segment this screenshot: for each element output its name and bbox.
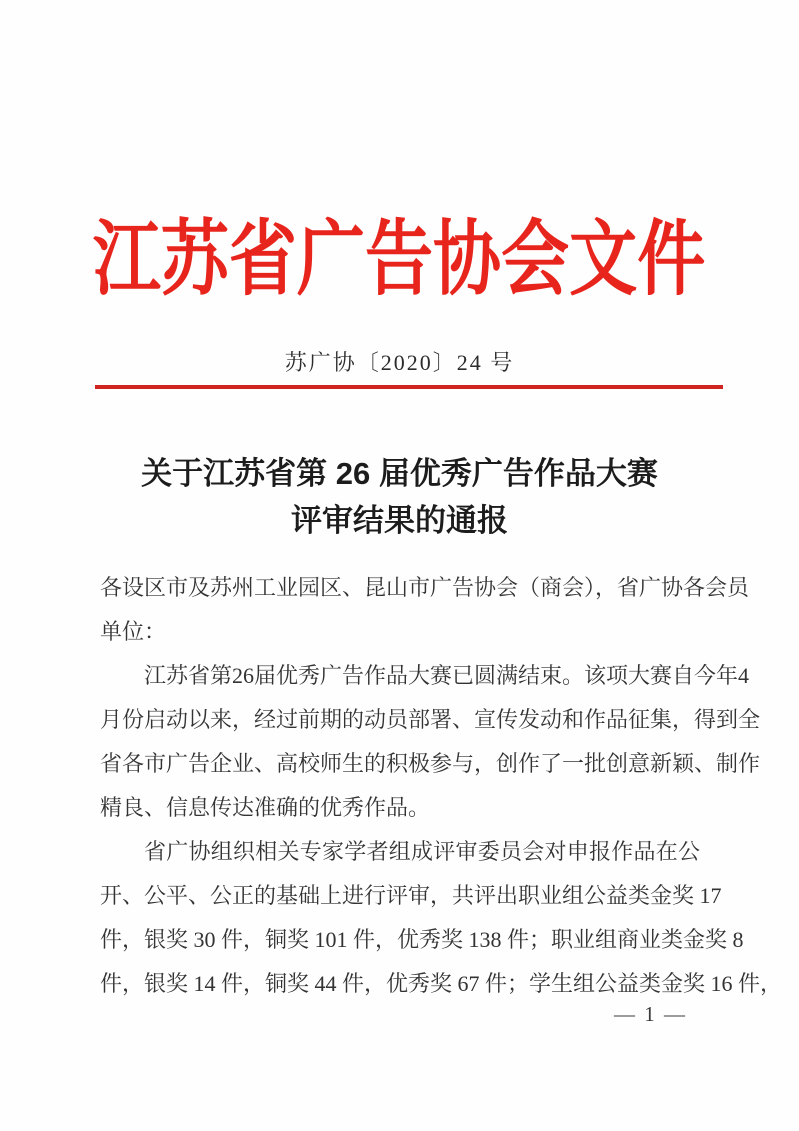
- body-line: 件，银奖 30 件，铜奖 101 件，优秀奖 138 件；职业组商业类金奖 8: [100, 927, 744, 952]
- body-line: 精良、信息传达准确的优秀作品。: [100, 795, 431, 820]
- body-line: 开、公平、公正的基础上进行评审，共评出职业组公益类金奖 17: [100, 883, 722, 908]
- notice-title-line2: 评审结果的通报: [291, 503, 508, 538]
- red-divider-rule: [95, 385, 723, 389]
- body-line: 单位：: [100, 619, 167, 644]
- page-number: — 1 —: [614, 1002, 687, 1026]
- body-text: [100, 566, 783, 1006]
- body-line: 各设区市及苏州工业园区、昆山市广告协会（商会），省广协各会员: [100, 575, 750, 600]
- letterhead-text: 江苏省广告协会文件: [93, 214, 706, 305]
- body-line: 省广协组织相关专家学者组成评审委员会对申报作品在公: [144, 839, 700, 864]
- notice-title: [0, 450, 799, 544]
- body-line: 件，银奖 14 件，铜奖 44 件，优秀奖 67 件；学生组公益类金奖 16 件，: [100, 971, 783, 996]
- body-line: 月份启动以来，经过前期的动员部署、宣传发动和作品征集，得到全: [100, 707, 761, 732]
- letterhead-banner: [0, 198, 799, 322]
- body-line: 省各市广告企业、高校师生的积极参与，创作了一批创意新颖、制作: [100, 751, 761, 776]
- notice-title-line1: 关于江苏省第 26 届优秀广告作品大赛: [141, 456, 658, 491]
- document-number: 苏广协〔2020〕24 号: [284, 350, 515, 375]
- body-line: 江苏省第26届优秀广告作品大赛已圆满结束。该项大赛自今年4: [144, 663, 750, 688]
